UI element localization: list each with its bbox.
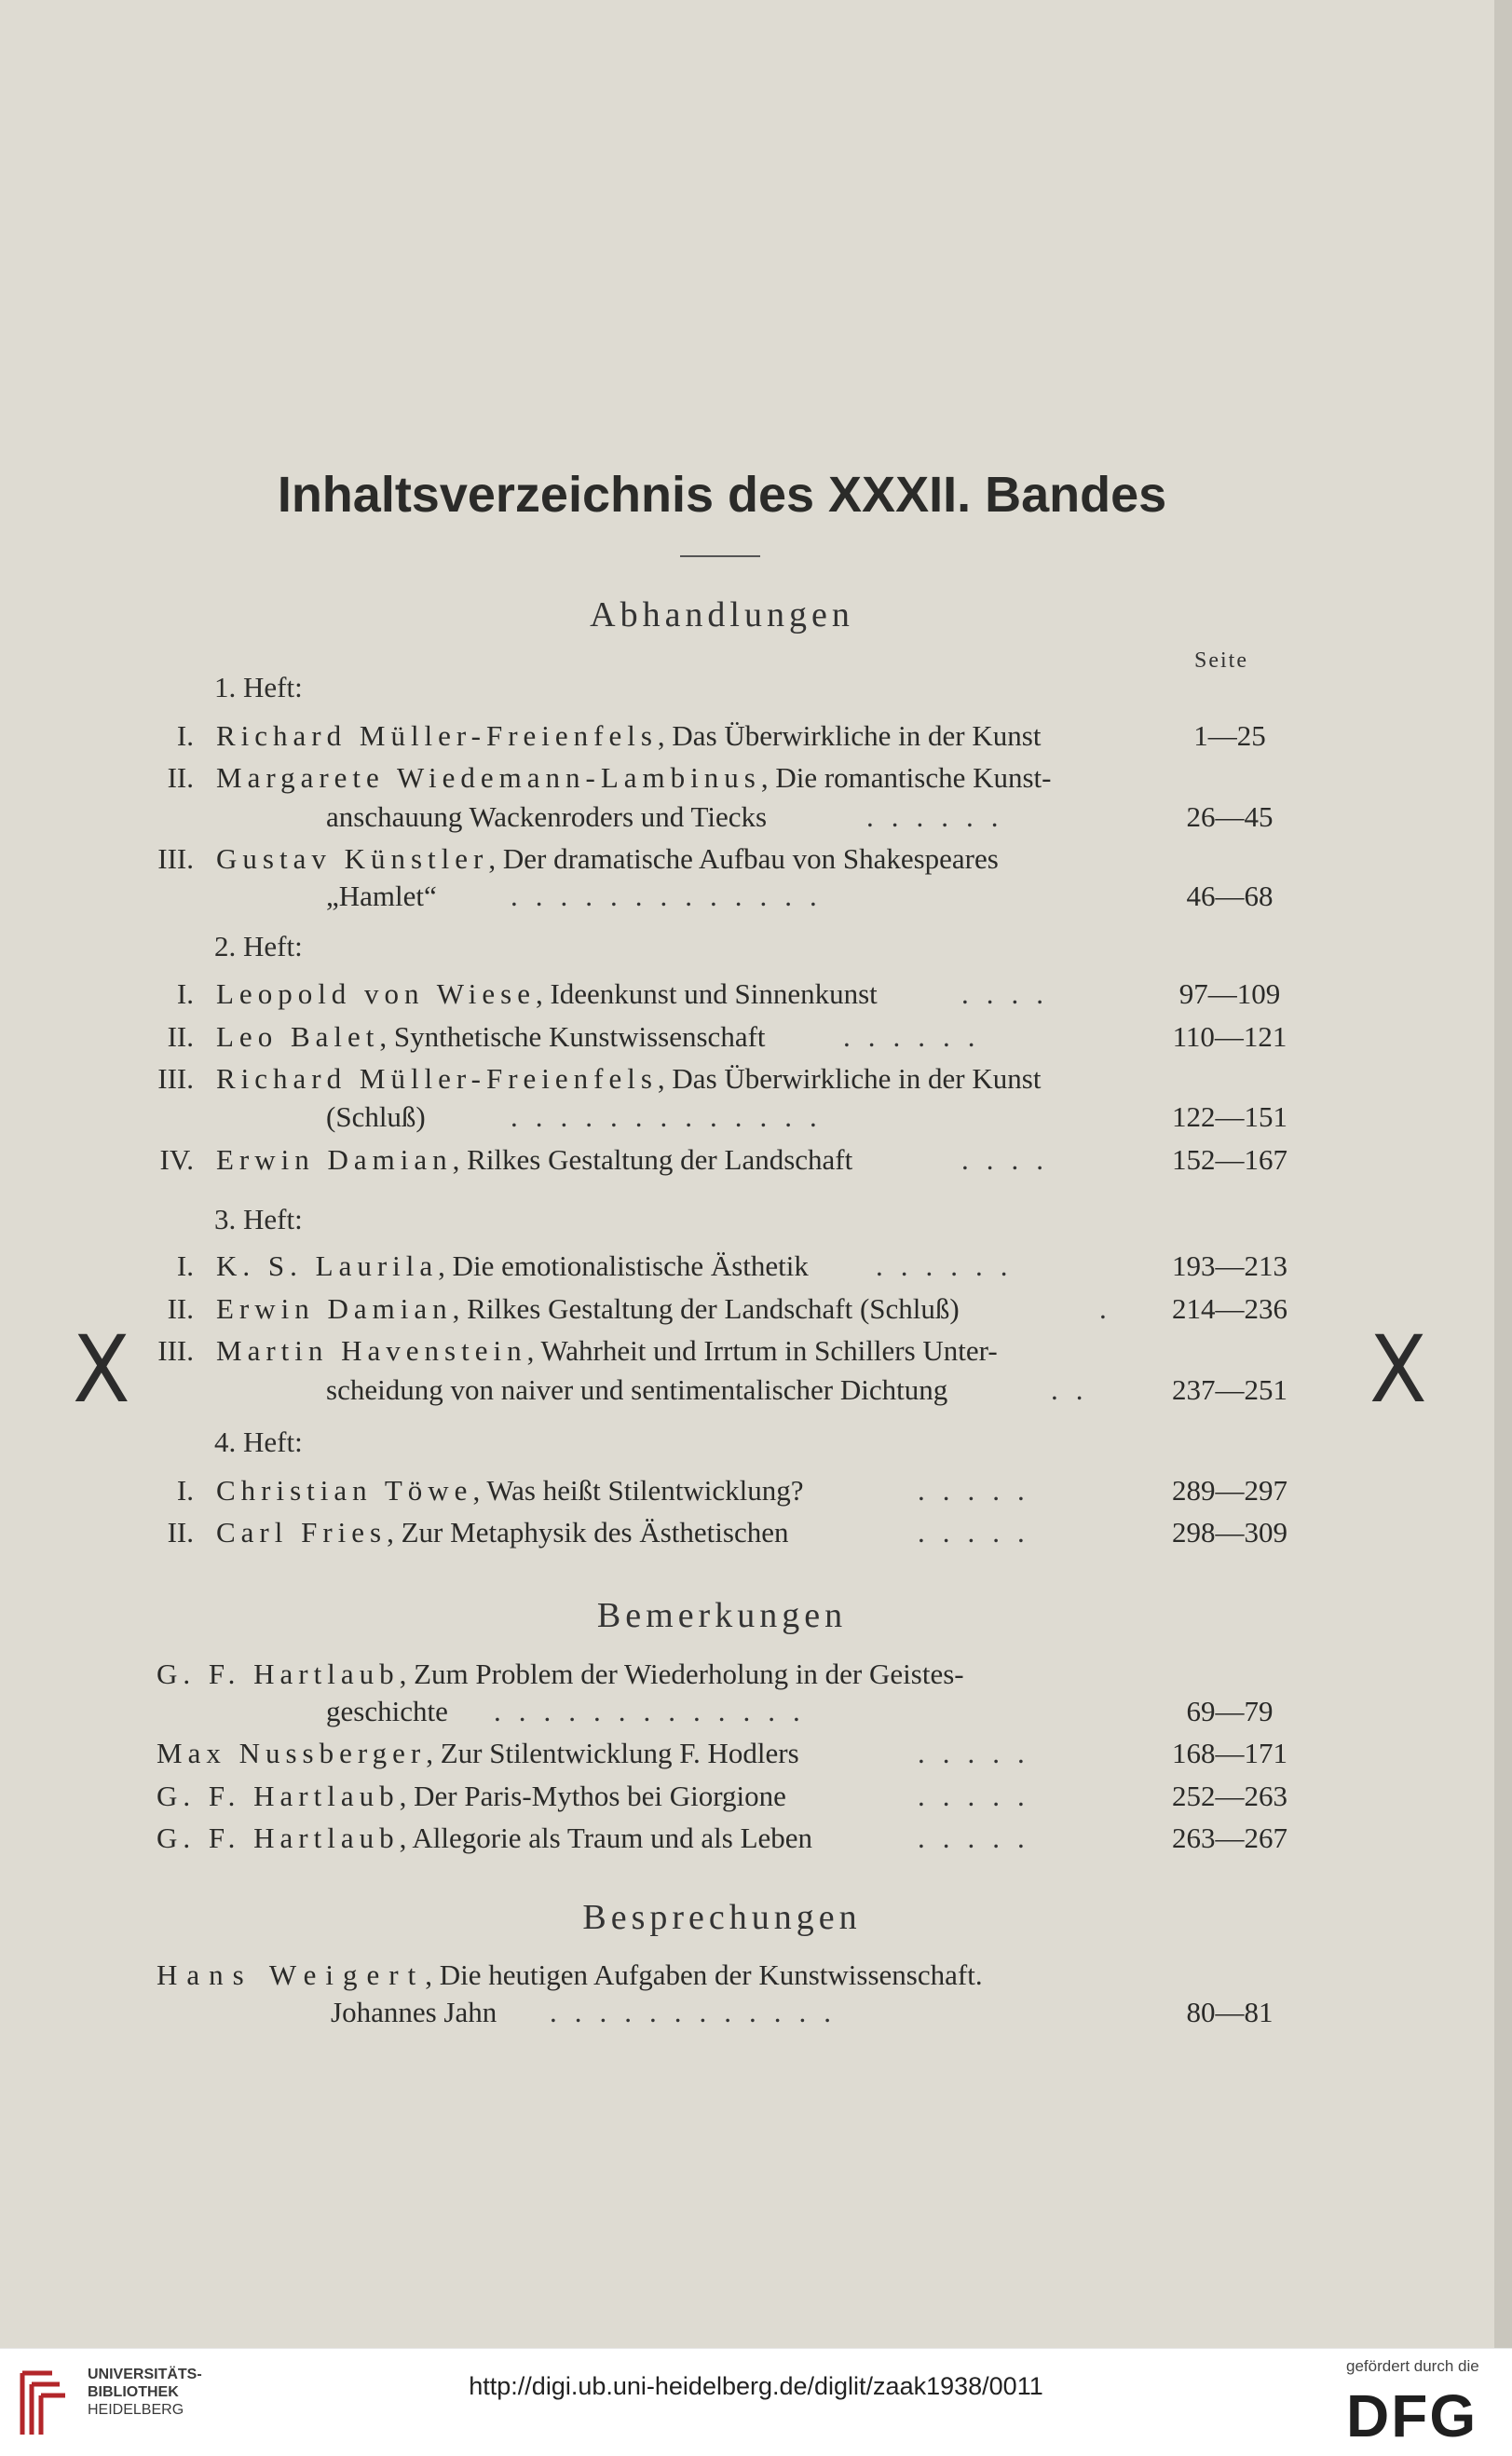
entry-author: Leopold von Wiese bbox=[216, 977, 536, 1010]
entry-title: , Das Überwirkliche in der Kunst bbox=[657, 719, 1042, 752]
entry-number: III. bbox=[157, 842, 194, 875]
section-heading-bemerkungen: Bemerkungen bbox=[596, 1596, 848, 1635]
permalink-url[interactable]: http://digi.ub.uni-heidelberg.de/diglit/zaak1938/0011 bbox=[469, 2372, 1043, 2400]
entry-pages: 110—121 bbox=[1172, 1020, 1287, 1053]
title-rule bbox=[680, 555, 760, 557]
leader-dots: ............. bbox=[494, 1695, 818, 1727]
margin-x-mark-right: X bbox=[1369, 1316, 1427, 1425]
entry-title: , Rilkes Gestaltung der Landschaft (Schluß) bbox=[452, 1292, 960, 1325]
entry-author: G. F. Hartlaub bbox=[157, 1780, 400, 1812]
entry-title-cont: anschauung Wackenroders und Tiecks bbox=[326, 800, 768, 833]
heft-heading: 2. Heft: bbox=[214, 930, 303, 962]
leader-dots: .... bbox=[961, 1143, 1061, 1176]
margin-x-mark-left: X bbox=[73, 1316, 130, 1425]
leader-dots: ............. bbox=[511, 1100, 835, 1133]
entry-number: I. bbox=[176, 1249, 194, 1282]
entry-pages: 1—25 bbox=[1193, 719, 1266, 752]
page-title: Inhaltsverzeichnis des XXXII. Bandes bbox=[277, 467, 1167, 523]
leader-dots: . bbox=[1099, 1292, 1124, 1325]
entry-pages: 152—167 bbox=[1172, 1143, 1287, 1176]
entry-title: , Zum Problem der Wiederholung in der Geistes- bbox=[399, 1658, 964, 1690]
entry-title: , Ideenkunst und Sinnenkunst bbox=[535, 977, 878, 1010]
entry-title: , Synthetische Kunstwissenschaft bbox=[379, 1020, 766, 1053]
entry-title: , Der dramatische Aufbau von Shakespeares bbox=[488, 842, 999, 875]
leader-dots: ..... bbox=[918, 1737, 1042, 1769]
seite-label: Seite bbox=[1194, 648, 1248, 673]
entry-number: II. bbox=[167, 1020, 194, 1053]
funding-note: gefördert durch die bbox=[1346, 2357, 1479, 2375]
library-name-line3: HEIDELBERG bbox=[88, 2402, 184, 2418]
entry-number: II. bbox=[167, 1292, 194, 1325]
entry-number: II. bbox=[167, 1516, 194, 1549]
entry-pages: 168—171 bbox=[1172, 1737, 1287, 1769]
entry-author: Richard Müller-Freienfels bbox=[216, 1062, 658, 1095]
entry-author: Erwin Damian bbox=[216, 1292, 453, 1325]
entry-author: Martin Havenstein bbox=[216, 1334, 527, 1367]
entry-author: Richard Müller-Freienfels bbox=[216, 719, 658, 752]
entry-author: Margarete Wiedemann-Lambinus bbox=[216, 761, 761, 794]
entry-pages: 298—309 bbox=[1172, 1516, 1287, 1549]
entry-title-cont: scheidung von naiver und sentimentalischer Dichtung bbox=[326, 1373, 948, 1406]
entry-pages: 26—45 bbox=[1186, 800, 1274, 833]
leader-dots: ...... bbox=[866, 800, 1016, 833]
entry-title: , Allegorie als Traum und als Leben bbox=[399, 1822, 813, 1854]
entry-pages: 237—251 bbox=[1172, 1373, 1287, 1406]
entry-title: , Zur Stilentwicklung F. Hodlers bbox=[426, 1737, 799, 1769]
entry-author: Max Nussberger bbox=[157, 1737, 427, 1769]
leader-dots: ............ bbox=[550, 1996, 849, 2028]
entry-title: , Der Paris-Mythos bei Giorgione bbox=[399, 1780, 786, 1812]
leader-dots: ..... bbox=[918, 1780, 1042, 1812]
entry-number: I. bbox=[176, 1474, 194, 1507]
entry-title: , Die heutigen Aufgaben der Kunstwissenschaft. bbox=[425, 1958, 983, 1991]
entry-number: III. bbox=[157, 1062, 194, 1095]
heft-heading: 3. Heft: bbox=[214, 1203, 303, 1235]
dfg-logo: DFG bbox=[1346, 2382, 1478, 2449]
section-heading-abhandlungen: Abhandlungen bbox=[590, 595, 854, 634]
entry-author: Gustav Künstler bbox=[216, 842, 489, 875]
entry-title-cont: (Schluß) bbox=[326, 1100, 426, 1133]
entry-title: , Was heißt Stilentwicklung? bbox=[472, 1474, 804, 1507]
leader-dots: .... bbox=[961, 977, 1061, 1010]
entry-pages: 263—267 bbox=[1172, 1822, 1287, 1854]
page-edge bbox=[1494, 0, 1512, 2348]
entry-title: , Zur Metaphysik des Ästhetischen bbox=[387, 1516, 789, 1549]
library-name-line1: UNIVERSITÄTS- bbox=[88, 2367, 202, 2382]
leader-dots: ...... bbox=[876, 1249, 1026, 1282]
leader-dots: .. bbox=[1051, 1373, 1101, 1406]
entry-author: K. S. Laurila bbox=[216, 1249, 439, 1282]
entry-pages: 252—263 bbox=[1172, 1780, 1287, 1812]
entry-author: G. F. Hartlaub bbox=[157, 1822, 400, 1854]
footer-bar bbox=[0, 2348, 1512, 2456]
entry-title-cont: „Hamlet“ bbox=[326, 880, 437, 912]
entry-number: III. bbox=[157, 1334, 194, 1367]
leader-dots: ...... bbox=[843, 1020, 993, 1053]
entry-title: , Die romantische Kunst- bbox=[760, 761, 1052, 794]
entry-title: , Die emotionalistische Ästhetik bbox=[438, 1249, 809, 1282]
entry-title: , Wahrheit und Irrtum in Schillers Unter- bbox=[526, 1334, 998, 1367]
leader-dots: ..... bbox=[918, 1474, 1042, 1507]
entry-pages: 193—213 bbox=[1172, 1249, 1287, 1282]
entry-title-cont: Johannes Jahn bbox=[331, 1996, 497, 2028]
library-name-line2: BIBLIOTHEK bbox=[88, 2384, 179, 2400]
entry-pages: 69—79 bbox=[1186, 1695, 1274, 1727]
leader-dots: ............. bbox=[511, 880, 835, 912]
entry-title-cont: geschichte bbox=[326, 1695, 448, 1727]
entry-number: I. bbox=[176, 977, 194, 1010]
entry-number: IV. bbox=[159, 1143, 194, 1176]
entry-author: Leo Balet bbox=[216, 1020, 380, 1053]
leader-dots: ..... bbox=[918, 1822, 1042, 1854]
entry-title: , Das Überwirkliche in der Kunst bbox=[657, 1062, 1042, 1095]
entry-author: G. F. Hartlaub bbox=[157, 1658, 400, 1690]
entry-pages: 122—151 bbox=[1172, 1100, 1287, 1133]
entry-pages: 97—109 bbox=[1178, 977, 1281, 1010]
entry-author: Erwin Damian bbox=[216, 1143, 453, 1176]
entry-author: Christian Töwe bbox=[216, 1474, 473, 1507]
entry-number: I. bbox=[176, 719, 194, 752]
heft-heading: 4. Heft: bbox=[214, 1426, 303, 1458]
entry-title: , Rilkes Gestaltung der Landschaft bbox=[452, 1143, 853, 1176]
entry-pages: 289—297 bbox=[1172, 1474, 1287, 1507]
entry-pages: 80—81 bbox=[1186, 1996, 1274, 2028]
entry-author: Carl Fries bbox=[216, 1516, 388, 1549]
heft-heading: 1. Heft: bbox=[214, 671, 303, 703]
entry-pages: 214—236 bbox=[1172, 1292, 1287, 1325]
section-heading-besprechungen: Besprechungen bbox=[582, 1898, 862, 1937]
entry-pages: 46—68 bbox=[1186, 880, 1274, 912]
entry-number: II. bbox=[167, 761, 194, 794]
entry-author: Hans Weigert bbox=[157, 1958, 426, 1991]
leader-dots: ..... bbox=[918, 1516, 1042, 1549]
